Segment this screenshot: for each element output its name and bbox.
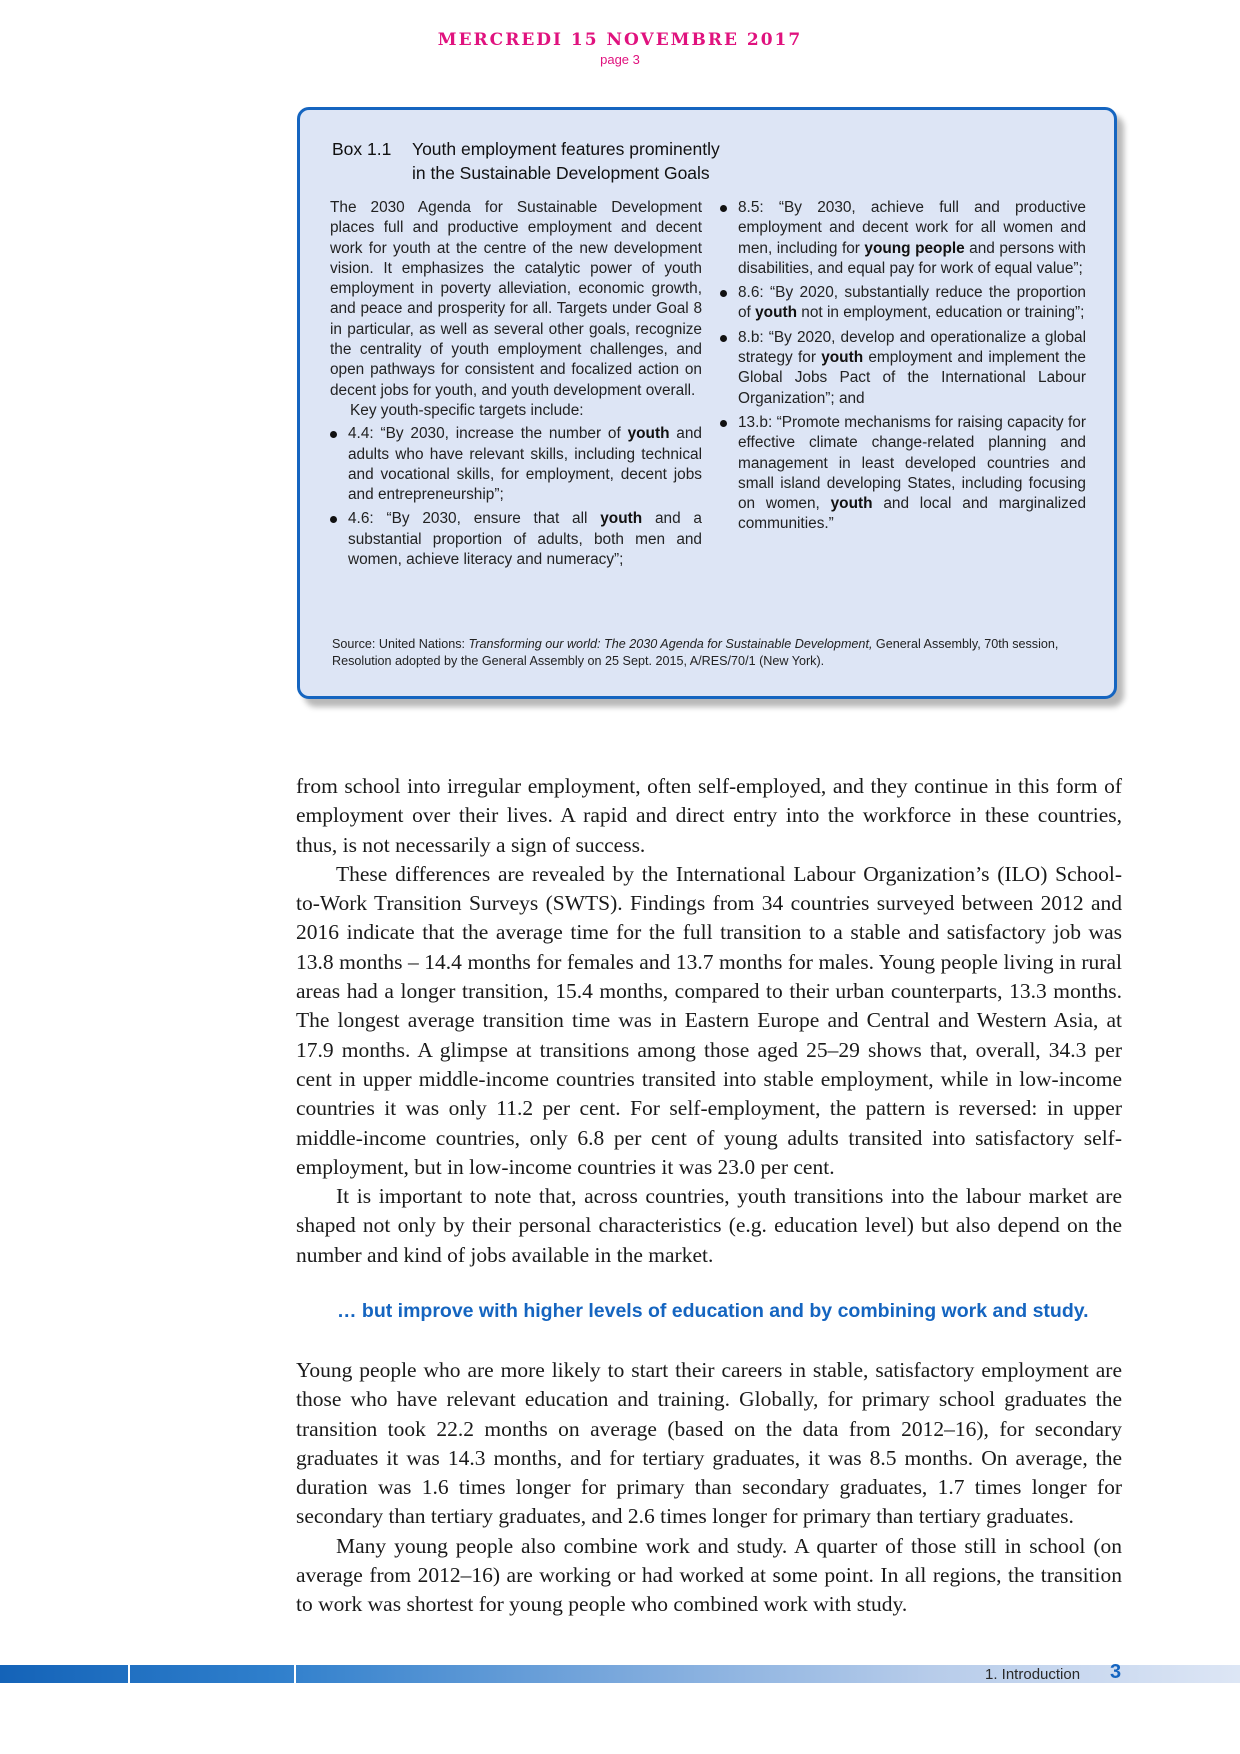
box-left-column [330,198,702,574]
target-item: 8.6: “By 2020, substantially reduce the proportion of youth not in employment, education or training”; [720,283,1086,324]
box-number: Box 1.1 [332,139,392,159]
body-text-block-1 [296,772,1122,1270]
target-item: 4.4: “By 2030, increase the number of youth and adults who have relevant skills, including technical and vocational skills, for employment, decent jobs and entrepreneurship”; [330,424,702,505]
footer-divider [128,1665,130,1683]
info-box [297,107,1117,699]
box-title [332,137,720,185]
footer-divider [294,1665,296,1683]
body-paragraph: from school into irregular employment, often self-employed, and they continue in this form of employment over their lives. A rapid and direct entry into the workforce in these countries, thus, is not necessarily a sign of success. [296,774,1122,857]
bullet-icon [720,290,727,297]
body-paragraph: These differences are revealed by the International Labour Organization’s (ILO) School-to-Work Transition Surveys (SWTS). Findings from 34 countries surveyed between 2012 and 2016 indicate that the average time for the full transition to a stable and satisfactory job was 13.8 months – 14.4 months for females and 13.7 months for males. Young people living in rural areas had a longer transition, 15.4 months, compared to their urban counterparts, 13.3 months. The longest average transition time was in Eastern Europe and Central and Western Asia, at 17.9 months. A glimpse at transitions among those aged 25–29 shows that, overall, 34.3 per cent in upper middle-income countries transited into stable employment, while in low-income countries it was only 11.2 per cent. For self-employment, the pattern is reversed: in upper middle-income countries, only 6.8 per cent of young adults transited into satisfactory self-employment, but in low-income countries it was 23.0 per cent. [296,861,1122,1179]
page-label: page 3 [600,52,640,67]
footer-section-label: 1. Introduction [985,1666,1081,1683]
body-paragraph: It is important to note that, across countries, youth transitions into the labour market are shaped not only by their personal characteristics (e.g. education level) but also depend on the number and kind of jobs available in the market. [296,1184,1122,1267]
body-paragraph: Many young people also combine work and study. A quarter of those still in school (on average from 2012–16) are working or had worked at some point. In all regions, the transition to work was shortest for young people who combined work with study. [296,1533,1122,1617]
footer-page-number: 3 [1110,1661,1122,1683]
box-title-line-2: in the Sustainable Development Goals [412,163,710,183]
box-key-targets-lead: Key youth-specific targets include: [350,401,584,419]
bullet-icon [720,205,727,212]
target-list-right [720,198,1086,535]
bullet-icon [330,431,337,438]
bullet-icon [330,516,337,523]
box-source-note: Source: United Nations: Transforming our world: The 2030 Agenda for Sustainable Development, General Assembly, 70th session, Resolution adopted by the General Assembly on 25 Sept. 2015, A/RES/70/1 (New York). [332,637,1059,668]
target-item: 4.6: “By 2030, ensure that all youth and a substantial proportion of adults, both men and women, achieve literacy and numeracy”; [330,509,702,570]
target-item: 13.b: “Promote mechanisms for raising capacity for effective climate change-related planning and management in least developed countries and small island developing States, including focusing on women, youth and local and marginalized communities.” [720,413,1086,535]
section-subheading: … but improve with higher levels of education and by combining work and study. [337,1300,1089,1322]
box-intro: The 2030 Agenda for Sustainable Development places full and productive employment and decent work for youth at the centre of the new development vision. It emphasizes the catalytic power of youth employment in poverty alleviation, economic growth, and peace and prosperity for all. Targets under Goal 8 in particular, as well as several other goals, recognize the centrality of youth employment challenges, and open pathways for consistent and focalized action on decent jobs for youth, and youth development overall. [330,199,702,399]
bullet-icon [720,420,727,427]
target-item: 8.b: “By 2020, develop and operationalize a global strategy for youth employment and implement the Global Jobs Pact of the International Labour Organization”; and [720,328,1086,409]
bullet-icon [720,335,727,342]
body-text-block-2 [296,1356,1122,1620]
newspaper-date-header: MERCREDI 15 NOVEMBRE 2017 [437,30,803,50]
body-paragraph: Young people who are more likely to start their careers in stable, satisfactory employment are those who have relevant education and training. Globally, for primary school graduates the transition took 22.2 months on average (based on the data from 2012–16), for secondary graduates it was 14.3 months, and for tertiary graduates, it was 8.5 months. On average, the duration was 1.6 times longer for primary than secondary graduates, 1.7 times longer for secondary than tertiary graduates, and 2.6 times longer for primary than tertiary graduates. [296,1358,1122,1529]
target-item: 8.5: “By 2030, achieve full and productive employment and decent work for all women and men, including for young people and persons with disabilities, and equal pay for work of equal value”; [720,198,1086,279]
box-title-line-1: Youth employment features prominently [412,139,720,159]
target-list-left [330,424,702,570]
box-right-column [720,198,1086,539]
